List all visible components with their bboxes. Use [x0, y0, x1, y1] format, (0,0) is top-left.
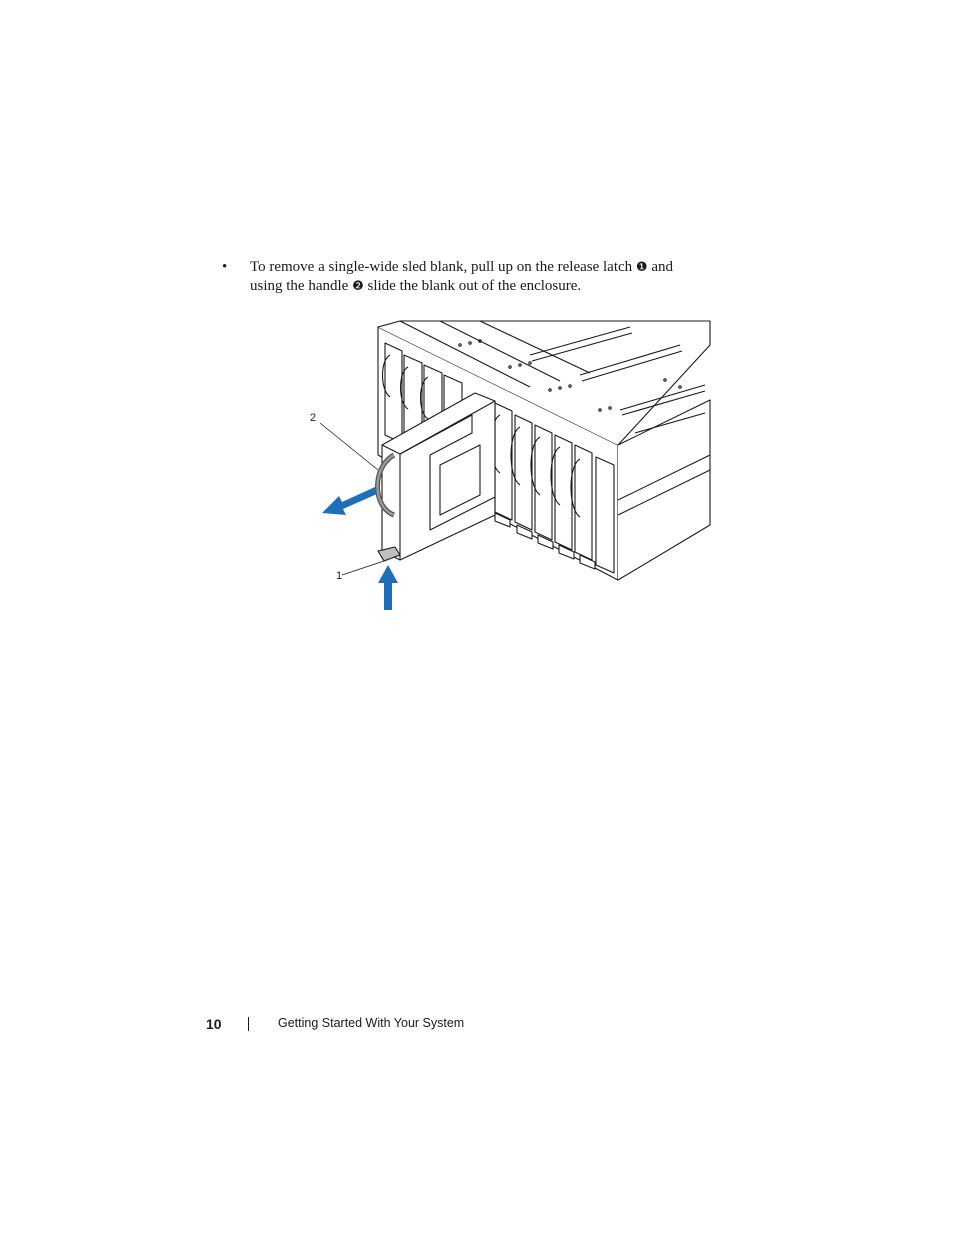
sled-removal-illustration — [300, 315, 720, 615]
instruction-text-part3: slide the blank out of the enclosure. — [363, 278, 582, 294]
enclosure-drawing — [300, 315, 720, 615]
callout-2-label: 2 — [310, 412, 317, 424]
page-number: 10 — [206, 1016, 222, 1032]
instruction-text — [250, 258, 702, 296]
footer-section-title: Getting Started With Your System — [278, 1016, 465, 1030]
callout-1-glyph: ❶ — [635, 260, 648, 275]
callout-1-label: 1 — [336, 570, 343, 582]
page-footer — [206, 1014, 606, 1036]
callout-2-glyph: ❷ — [352, 279, 364, 294]
instruction-text-part1: To remove a single-wide sled blank, pull up on the release latch — [250, 259, 636, 275]
footer-divider — [248, 1017, 249, 1031]
bullet-marker: • — [222, 259, 228, 275]
instruction-text-part2: and using the handle — [250, 259, 673, 294]
